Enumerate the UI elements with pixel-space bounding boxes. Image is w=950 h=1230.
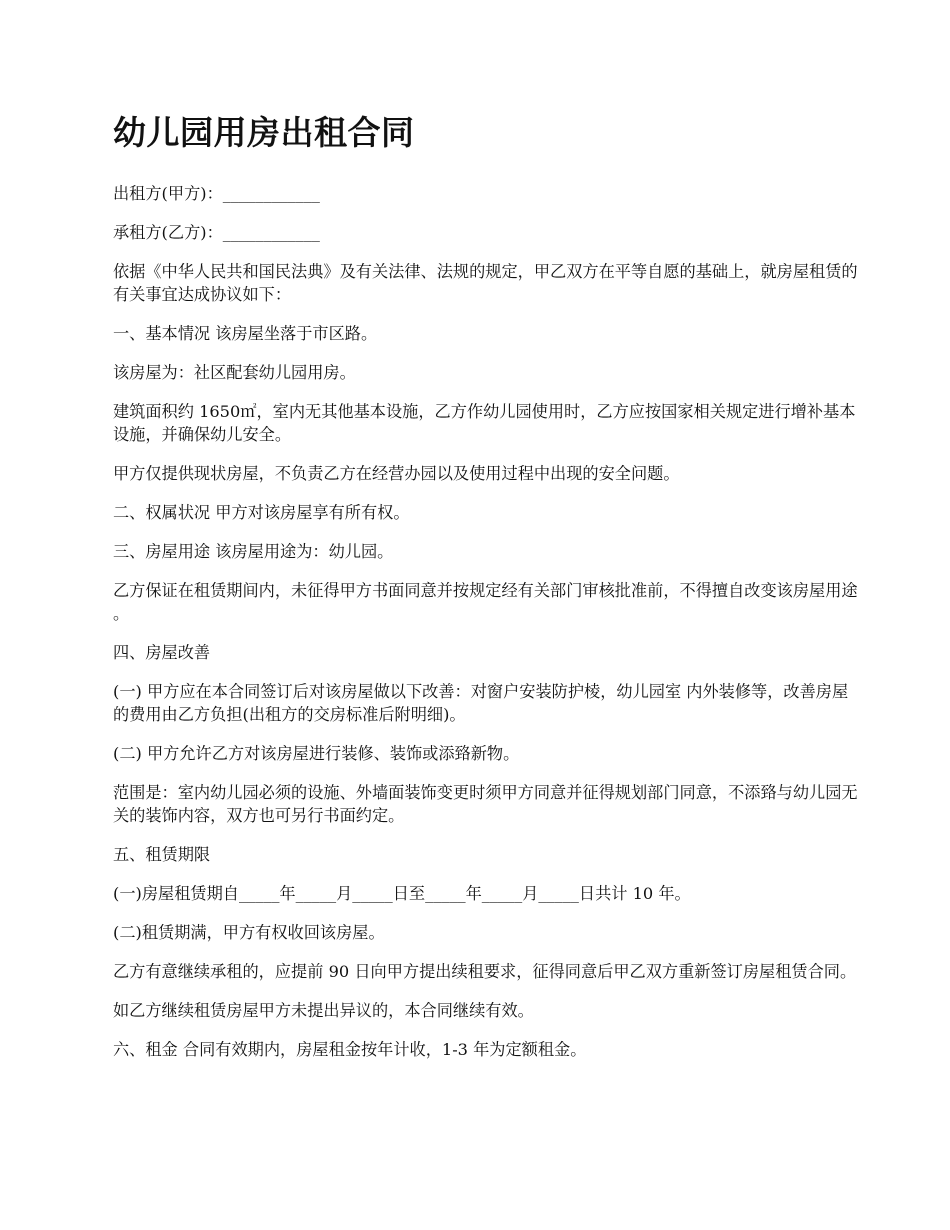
paragraph: 建筑面积约 1650㎡，室内无其他基本设施，乙方作幼儿园使用时，乙方应按国家相关规定进行增补基本设施，并确保幼儿安全。 (113, 402, 856, 444)
paragraph: (一)房屋租赁期自_____年_____月_____日至_____年_____月_____日共计 10 年。 (113, 884, 691, 903)
section-4-heading: 四、房屋改善 (113, 643, 211, 662)
paragraph: (二) 甲方允许乙方对该房屋进行装修、装饰或添臵新物。 (113, 744, 520, 763)
section-5-heading: 五、租赁期限 (113, 845, 211, 864)
paragraph: 该房屋为：社区配套幼儿园用房。 (113, 363, 356, 382)
paragraph: 乙方保证在租赁期间内，未征得甲方书面同意并按规定经有关部门审核批准前，不得擅自改变该房屋用途 。 (113, 581, 858, 623)
document-page (113, 110, 858, 1077)
paragraph: 甲方仅提供现状房屋，不负责乙方在经营办园以及使用过程中出现的安全问题。 (113, 464, 680, 483)
paragraph: 乙方有意继续承租的，应提前 90 日向甲方提出续租要求，征得同意后甲乙双方重新签订房屋租赁合同。 (113, 962, 857, 981)
paragraph: 如乙方继续租赁房屋甲方未提出异议的，本合同继续有效。 (113, 1001, 534, 1020)
section-3-heading: 三、房屋用途 该房屋用途为：幼儿园。 (113, 542, 394, 561)
section-6-heading: 六、租金 合同有效期内，房屋租金按年计收，1-3 年为定额租金。 (113, 1040, 587, 1059)
document-title: 幼儿园用房出租合同 (113, 113, 415, 152)
preamble-paragraph: 依据《中华人民共和国民法典》及有关法律、法规的规定，甲乙双方在平等自愿的基础上，就房屋租赁的有关事宜达成协议如下： (113, 262, 858, 304)
party-b-line: 承租方(乙方)：____________ (113, 223, 320, 242)
paragraph: (二)租赁期满，甲方有权收回该房屋。 (113, 923, 385, 942)
section-1-heading: 一、基本情况 该房屋坐落于市区路。 (113, 324, 378, 343)
section-2-heading: 二、权属状况 甲方对该房屋享有所有权。 (113, 503, 410, 522)
paragraph: (一) 甲方应在本合同签订后对该房屋做以下改善：对窗户安装防护棱，幼儿园室 内外装修等，改善房屋的费用由乙方负担(出租方的交房标准后附明细)。 (113, 682, 849, 724)
paragraph: 范围是：室内幼儿园必须的设施、外墙面装饰变更时须甲方同意并征得规划部门同意，不添臵与幼儿园无关的装饰内容，双方也可另行书面约定。 (113, 783, 858, 825)
party-a-line: 出租方(甲方)：____________ (113, 184, 320, 203)
